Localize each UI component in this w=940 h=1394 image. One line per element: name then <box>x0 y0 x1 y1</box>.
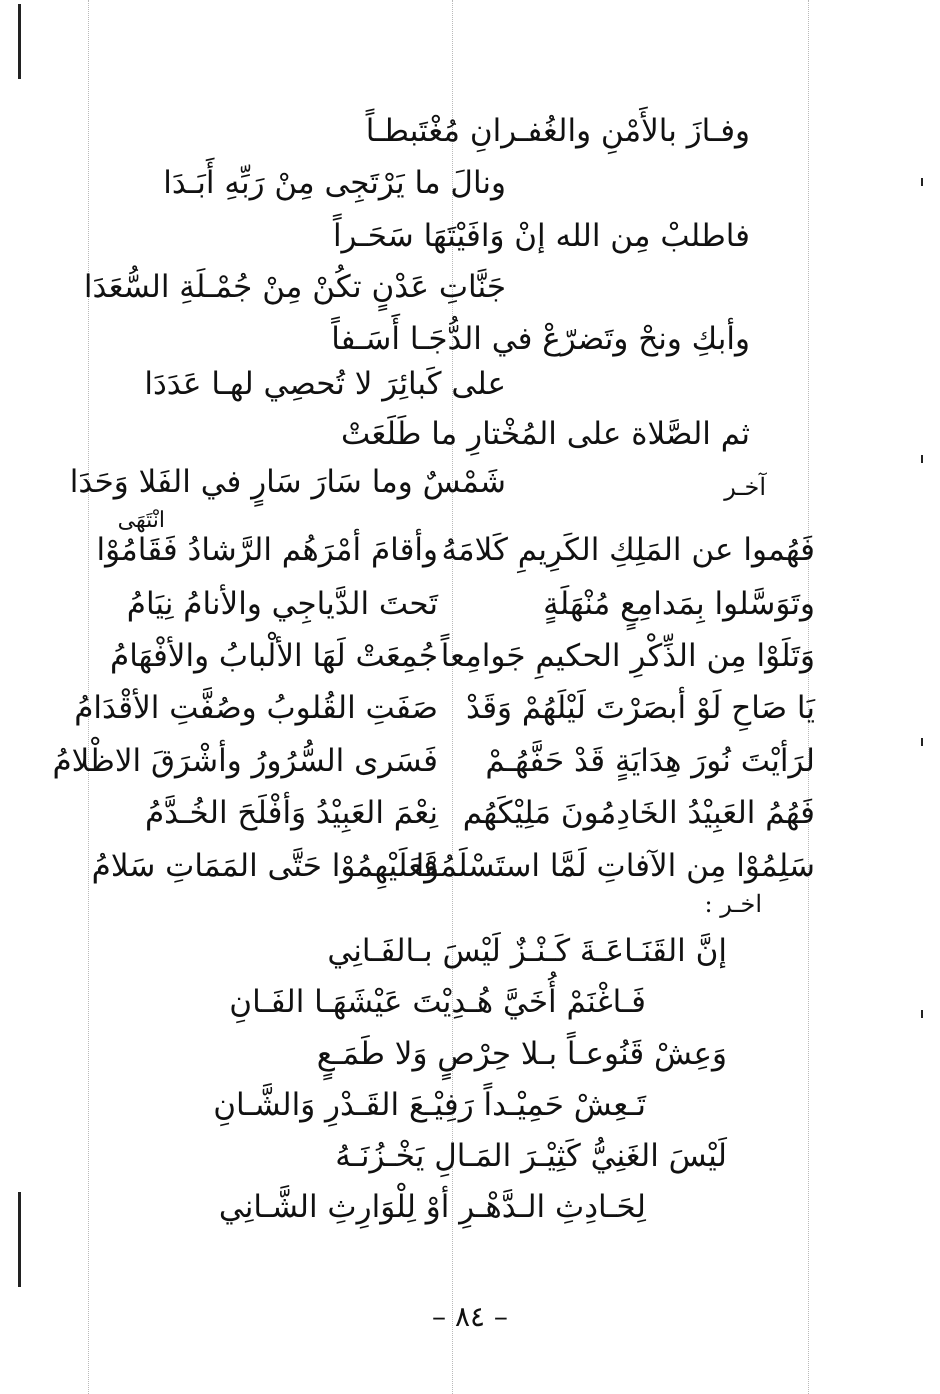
poem3-line: تَـعِشْ حَمِيْـداً رَفِيْـعَ القَـدْرِ وَالشَّـانِ <box>213 1087 646 1123</box>
poem2-right-hemistich: سَلِمُوْا مِن الآفاتِ لَمَّا استَسْلَمُوْا <box>415 848 815 884</box>
poem2-left-hemistich: وأقامَ أمْرَهُم الرَّشادُ فَقَامُوْا <box>96 532 438 568</box>
section-label: آخـر <box>724 473 766 501</box>
page-edge-mark <box>921 1010 923 1018</box>
page-edge-mark <box>921 178 923 186</box>
page-edge-mark <box>18 4 21 79</box>
poem1-line: ونالَ ما يَرْتَجِى مِنْ رَبِّهِ أَبَـدَا <box>163 165 506 201</box>
poem2-right-hemistich: وَتَلَوْا مِن الذِّكْرِ الحكيمِ جَوامِعاً <box>440 638 815 674</box>
page-edge-mark <box>921 455 923 463</box>
end-note: انْتَهَى <box>117 508 165 533</box>
poem3-line: لَيْسَ الغَنِيُّ كَثِيْـرَ المَـالِ يَخْـزُنَـهُ <box>335 1138 727 1174</box>
poem1-line: فاطلبْ مِن الله إنْ وَافَيْتَهَا سَحَـراً <box>332 218 750 254</box>
poem2-right-hemistich: فَهُموا عن المَلِكِ الكَرِيمِ كَلامَهُ <box>441 532 815 568</box>
poem3-line: إنَّ القَنَـاعَـةَ كَـنْـزٌ لَيْسَ بـالفَـانِي <box>327 933 727 969</box>
poem1-line: وأبكِ ونحْ وتَضرّعْ في الدُّجَـا أَسَـفاً <box>331 321 750 357</box>
poem1-line: على كَبائِرَ لا تُحصِي لهـا عَدَدَا <box>144 366 506 402</box>
poem2-left-hemistich: نِعْمَ العَبِيْدُ وَأفْلَحَ الخُـدَّمُ <box>144 795 438 831</box>
poem2-right-hemistich: وتَوَسَّلوا بِمَدامِعٍ مُنْهَلَةٍ <box>543 586 815 622</box>
scan-rule <box>452 0 453 1394</box>
section-label: اخـر : <box>704 890 762 918</box>
page-edge-mark <box>18 1192 21 1287</box>
poem3-line: وَعِشْ قَنُوعـاً بـلا حِرْصٍ وَلا طَمَـعٍ <box>316 1036 727 1072</box>
poem1-line: ثم الصَّلاة على المُخْتارِ ما طَلَعَتْ <box>341 416 750 452</box>
poem3-line: فَـاغْنَمْ أُخَيَّ هُـدِيْتَ عَيْشَهَـا الفَـانِ <box>229 984 646 1020</box>
poem1-line: وفـازَ بالأَمْنِ والغُفـرانِ مُغْتَبطـاً <box>365 113 750 149</box>
poem2-left-hemistich: صَفَتِ القُلوبُ وصُفَّتِ الأقْدَامُ <box>74 690 438 726</box>
poem2-left-hemistich: فَعَلَيْهِمُوْا حَتَّى المَمَاتِ سَلامُ <box>91 848 438 884</box>
poem2-right-hemistich: فَهُمُ العَبِيْدُ الخَادِمُونَ مَلِيْكَهُم <box>462 795 815 831</box>
poem1-line: شَمْسٌ وما سَارَ سَارٍ في الفَلا وَحَدَا <box>69 464 506 500</box>
poem2-left-hemistich: تَحتَ الدَّياجِي والأنامُ نِيَامُ <box>126 586 438 622</box>
poem2-right-hemistich: لرَأيْتَ نُورَ هِدَايَةٍ قَدْ حَفَّهُـمْ <box>485 743 815 779</box>
poem3-line: لِحَـادِثِ الـدَّهْـرِ أوْ لِلْوَارِثِ الشَّـانِي <box>218 1189 646 1225</box>
page-edge-mark <box>921 738 923 746</box>
poem2-right-hemistich: يَا صَاحِ لَوْ أبصَرْتَ لَيْلَهُمْ وَقَدْ <box>465 690 815 726</box>
page-number: – ٨٤ – <box>432 1300 508 1333</box>
poem2-left-hemistich: جُمِعَتْ لَهَا الألْبابُ والأفْهَامُ <box>110 638 438 674</box>
poem2-left-hemistich: فَسَرى السُّرُورُ وأشْرَقَ الاظْلامُ <box>52 743 438 779</box>
poem1-line: جَنَّاتِ عَدْنٍ تكُنْ مِنْ جُمْـلَةِ السُّعَدَا <box>83 269 506 305</box>
